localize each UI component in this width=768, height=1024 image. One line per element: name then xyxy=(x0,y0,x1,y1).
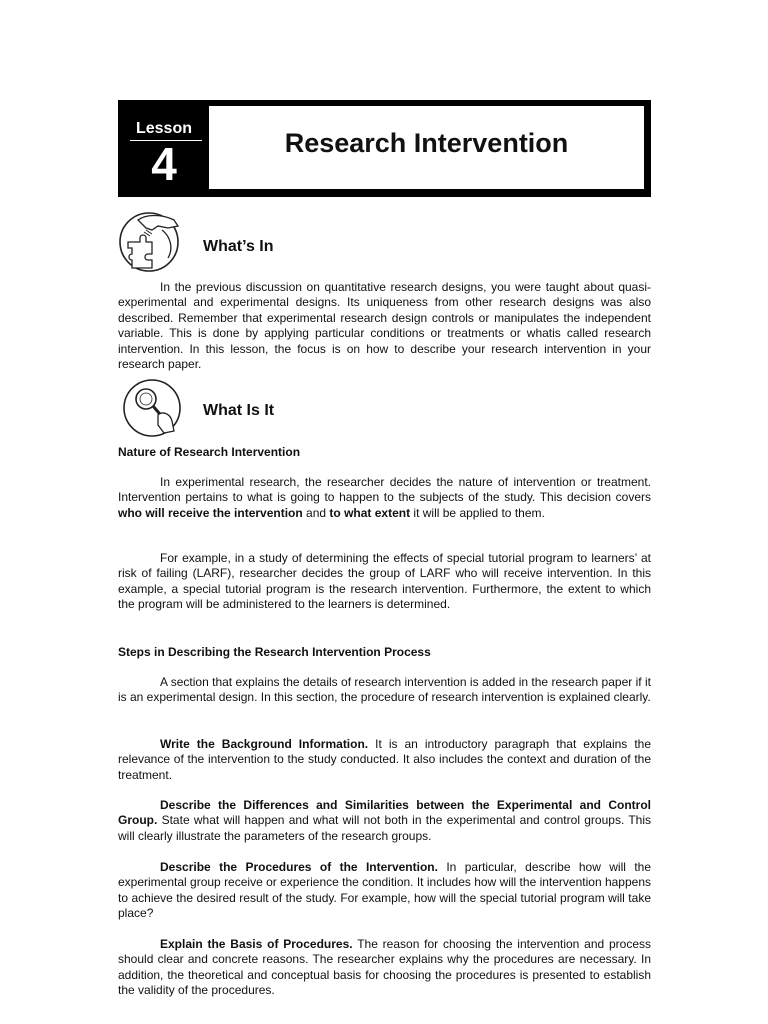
step-title: Describe the Differences and Similarities between the Experimental and Control Group. xyxy=(118,798,651,828)
what-is-it-heading: What Is It xyxy=(203,402,275,419)
step-title: Write the Background Information. xyxy=(160,737,369,751)
step-text: State what will happen and what will not both in the experimental and control groups. This will clearly illustrate the parameters of the research groups. xyxy=(118,813,651,843)
step-text: In particular, describe how will the experimental group receive or experience the condition. It includes how will the intervention happens to achieve the desired result of the study. For example, how will the special tutorial program will take place? xyxy=(118,860,651,921)
nature-text-d: it will be applied to them. xyxy=(410,505,545,520)
step-basis xyxy=(118,937,651,999)
nature-paragraph-1 xyxy=(118,475,651,521)
step-procedures xyxy=(118,860,651,922)
nature-text-c: and xyxy=(302,505,330,520)
nature-bold-who: who will receive the intervention xyxy=(118,505,303,520)
page-title: Research Intervention xyxy=(284,128,569,158)
title-box xyxy=(209,106,644,189)
whats-in-heading: What’s In xyxy=(203,238,274,255)
lesson-header xyxy=(118,100,651,197)
steps-heading: Steps in Describing the Research Intervention Process xyxy=(118,645,431,659)
steps-intro-paragraph: A section that explains the details of research intervention is added in the research paper if it is an experimental design. In this section, the procedure of research intervention is explained clearly. xyxy=(118,675,651,705)
lesson-number: 4 xyxy=(151,138,177,190)
magnifier-hand-icon xyxy=(122,377,184,439)
puzzle-hand-icon xyxy=(116,206,186,276)
step-text: It is an introductory paragraph that explains the relevance of the intervention to the study conducted. It also includes the context and duration of the treatment. xyxy=(118,737,651,782)
step-title: Describe the Procedures of the Intervention. xyxy=(160,860,438,874)
nature-heading: Nature of Research Intervention xyxy=(118,445,301,459)
whats-in-paragraph: In the previous discussion on quantitative research designs, you were taught about quasi-experimental and experimental designs. Its uniqueness from other research designs was also described. Remember that experimental research design controls or manipulates the independent variable. This is done by applying particular conditions or treatments or whatis called research intervention. In this lesson, the focus is on how to describe your research intervention in your research paper. xyxy=(118,280,651,372)
nature-text-a: In experimental research, the researcher decides the nature of intervention or treatment. Intervention pertains to what is going to happen to the subjects of the study. This decision covers xyxy=(118,475,651,505)
nature-paragraph-2: For example, in a study of determining the effects of special tutorial program to learners’ at risk of failing (LARF), researcher decides the group of LARF who will receive intervention. In this example, a special tutorial program is the research intervention. Furthermore, the extent to which the program will be administered to the learners is determined. xyxy=(118,551,651,612)
step-title: Explain the Basis of Procedures. xyxy=(160,937,353,951)
step-background xyxy=(118,737,651,783)
step-text: The reason for choosing the intervention and process should clear and concrete reasons. The researcher explains why the procedures are necessary. In addition, the theoretical and conceptual basis for choosing the procedures is presented to establish the validity of the procedures. xyxy=(118,937,651,998)
nature-bold-extent: to what extent xyxy=(329,505,411,520)
step-differences xyxy=(118,798,651,844)
lesson-label: Lesson xyxy=(135,120,192,137)
